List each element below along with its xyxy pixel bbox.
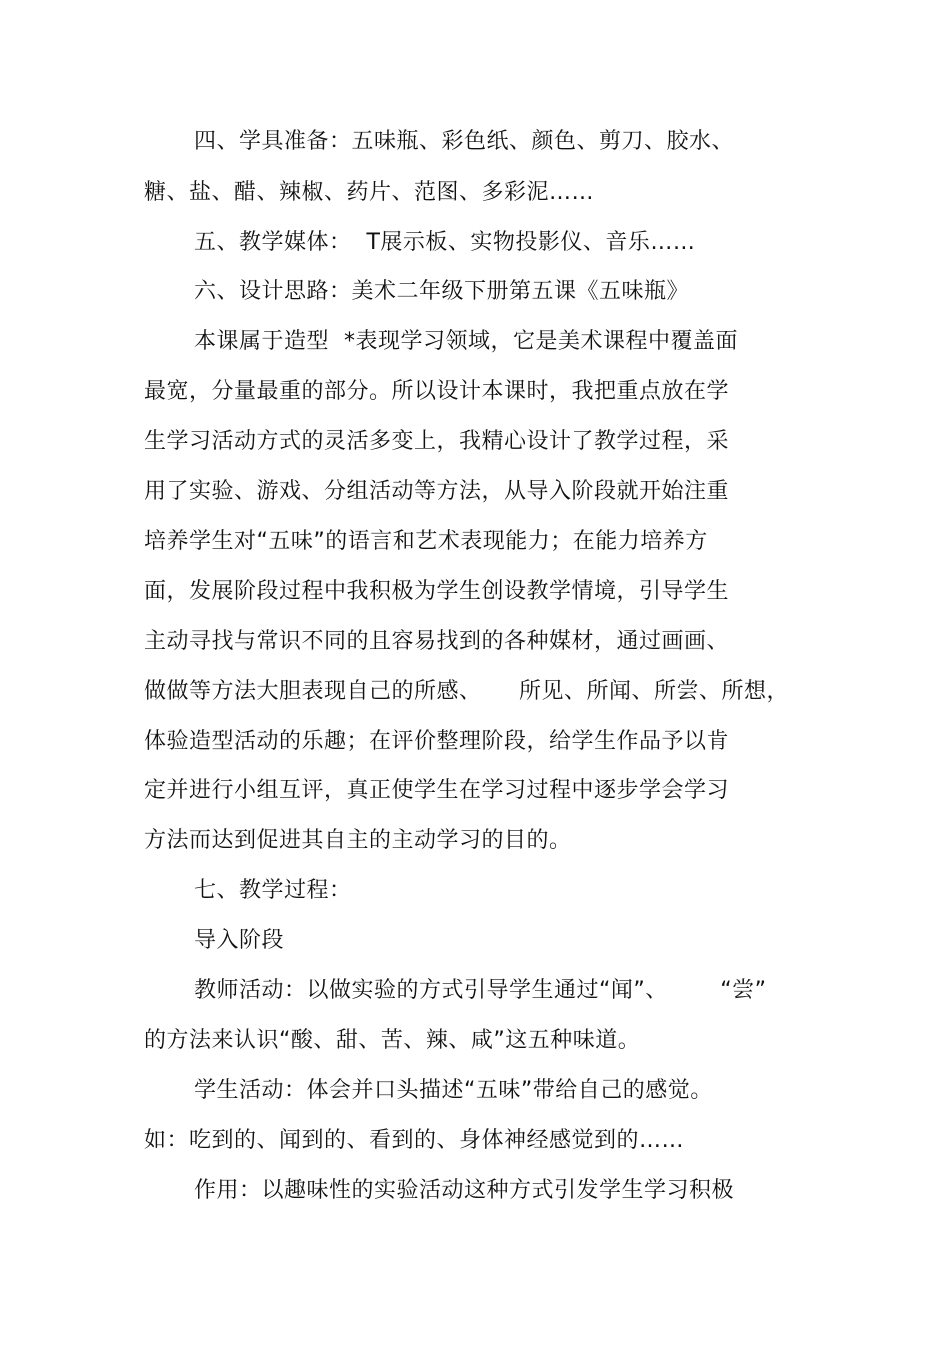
text-line: 培养学生对“五味”的语言和艺术表现能力；在能力培养方 — [144, 529, 708, 554]
text-line: 如：吃到的、闻到的、看到的、身体神经感觉到的…… — [144, 1128, 685, 1153]
text-line: 生学习活动方式的灵活多变上，我精心设计了教学过程，采 — [144, 429, 730, 454]
text-line: 学生活动：体会并口头描述“五味”带给自己的感觉。 — [194, 1078, 713, 1103]
text-line: 四、学具准备：五味瓶、彩色纸、颜色、剪刀、胶水、 — [194, 129, 735, 154]
text-line: 主动寻找与常识不同的且容易找到的各种媒材，通过画画、 — [144, 629, 730, 654]
text-line: 体验造型活动的乐趣；在评价整理阶段，给学生作品予以肯 — [144, 729, 730, 754]
text-line: 最宽，分量最重的部分。所以设计本课时，我把重点放在学 — [144, 379, 730, 404]
text-line: 面，发展阶段过程中我积极为学生创设教学情境，引导学生 — [144, 579, 730, 604]
text-line: 做做等方法大胆表现自己的所感、 所见、所闻、所尝、所想， — [144, 679, 789, 704]
text-line: 定并进行小组互评，真正使学生在学习过程中逐步学会学习 — [144, 778, 730, 803]
text-line: 教师活动：以做实验的方式引导学生通过“闻”、 “尝” — [194, 978, 767, 1003]
subsection-heading: 导入阶段 — [194, 928, 285, 953]
text-line: 方法而达到促进其自主的主动学习的目的。 — [144, 828, 572, 853]
text-line: 作用：以趣味性的实验活动这种方式引发学生学习积极 — [194, 1178, 735, 1203]
text-line: 本课属于造型 *表现学习领域，它是美术课程中覆盖面 — [194, 329, 738, 354]
text-line: 的方法来认识“酸、甜、苦、辣、咸”这五种味道。 — [144, 1028, 641, 1053]
section-heading: 七、教学过程： — [194, 878, 352, 903]
text-line: 六、设计思路：美术二年级下册第五课《五味瓶》 — [194, 279, 690, 304]
text-line: 糖、盐、醋、辣椒、药片、范图、多彩泥…… — [144, 180, 595, 205]
text-line: 五、教学媒体： T展示板、实物投影仪、音乐…… — [194, 230, 696, 255]
text-line: 用了实验、游戏、分组活动等方法，从导入阶段就开始注重 — [144, 479, 730, 504]
